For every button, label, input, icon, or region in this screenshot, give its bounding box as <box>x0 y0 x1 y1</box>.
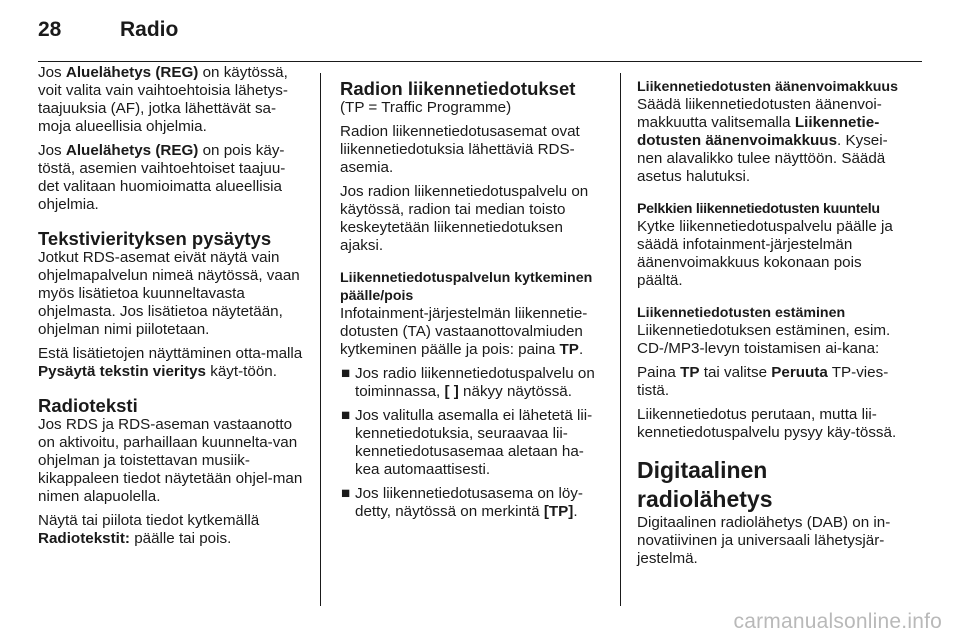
paragraph-ta-volume: Säädä liikennetiedotusten äänenvoi-makkuutta valitsemalla Liikennetie-dotusten äänenvoimakkuus. Kysei-nen alavalikko tulee näyttöön. Säädä asetus halutuksi. <box>637 96 888 185</box>
column-1 <box>38 64 304 554</box>
list-item: ■ Jos radio liikennetiedotuspalvelu on toiminnassa, [ ] näkyy näytössä. <box>341 365 595 400</box>
column-3 <box>637 78 905 574</box>
page-number: 28 <box>38 18 62 41</box>
header-rule <box>38 61 922 62</box>
column-divider-2 <box>620 73 621 606</box>
paragraph-freeze-text: Estä lisätietojen näyttäminen otta-malla Pysäytä tekstin vieritys käyt-töön. <box>38 345 303 380</box>
paragraph-ta-cancel-result: Liikennetiedotus perutaan, mutta lii-kennetiedotuspalvelu pysyy käy-tössä. <box>637 406 897 441</box>
heading-tp-toggle: Liikennetiedotuspalvelun kytkeminen päälle/pois <box>340 270 593 304</box>
heading-ta-block: Liikennetiedotusten estäminen <box>637 305 846 321</box>
heading-dab: Digitaalinen radiolähetys <box>637 457 773 512</box>
paragraph-radio-text-info: Jos RDS ja RDS-aseman vastaanotto on aktivoitu, parhaillaan kuunnelta-van ohjelman ja toistettavan musiik-kikappaleen tiedot näytetään ohjel-man nimen alapuolella. <box>38 416 303 505</box>
paragraph-tp-interrupt: Jos radion liikennetiedotuspalvelu on käytössä, radion tai median toisto keskeytetään liikennetiedotuksen ajaksi. <box>340 183 589 254</box>
paragraph-rds-info: Jotkut RDS-asemat eivät näytä vain ohjelmapalvelun nimeä näytössä, vaan myös lisätietoa kuunneltavasta ohjelmasta. Jos lisätietoa näytetään, ohjelman nimi piilotetaan. <box>38 249 300 338</box>
column-divider-1 <box>320 73 321 606</box>
paragraph-radio-text-toggle: Näytä tai piilota tiedot kytkemällä Radiotekstit: päälle tai pois. <box>38 512 260 547</box>
subtitle-tp: (TP = Traffic Programme) <box>340 99 512 116</box>
paragraph-tp-stations: Radion liikennetiedotusasemat ovat liikennetiedotuksia lähettäviä RDS-asemia. <box>340 123 580 176</box>
heading-text-scroll-freeze: Tekstivierityksen pysäytys <box>38 228 272 249</box>
heading-ta-only: Pelkkien liikennetiedotusten kuuntelu <box>637 201 880 217</box>
paragraph-ta-cancel: Paina TP tai valitse Peruuta TP-vies-tistä. <box>637 364 889 399</box>
heading-ta-volume: Liikennetiedotusten äänenvoimakkuus <box>637 79 898 95</box>
heading-radio-text: Radioteksti <box>38 395 138 416</box>
paragraph-tp-toggle: Infotainment-järjestelmän liikennetie-dotusten (TA) vastaanottovalmiuden kytkeminen päälle ja pois: paina TP. <box>340 305 588 358</box>
bullet-icon: ■ <box>341 365 351 382</box>
tp-bullet-list <box>340 365 606 521</box>
paragraph-regional-on: Jos Aluelähetys (REG) on käytössä, voit valita vain vaihtoehtoisia lähetys-taajuuksia (AF), jotka lähettävät sa-moja alueellisia ohjelmia. <box>38 64 288 135</box>
watermark-text: carmanualsonline.info <box>733 610 942 633</box>
column-2 <box>340 78 606 527</box>
paragraph-ta-block: Liikennetiedotuksen estäminen, esim. CD-/MP3-levyn toistamisen ai-kana: <box>637 322 891 357</box>
list-item: ■ Jos valitulla asemalla ei lähetetä lii-kennetiedotuksia, seuraavaa lii-kennetiedotusasemaa aletaan ha-kea automaattisesti. <box>341 407 593 478</box>
heading-traffic-programme: Radion liikennetiedotukset <box>340 78 576 99</box>
bullet-icon: ■ <box>341 407 351 424</box>
paragraph-dab: Digitaalinen radiolähetys (DAB) on in-novatiivinen ja universaali lähetysjär-jestelmä. <box>637 514 891 567</box>
bullet-icon: ■ <box>341 485 351 502</box>
paragraph-ta-only: Kytke liikennetiedotuspalvelu päälle ja säädä infotainment-järjestelmän äänenvoimakkuus kokonaan pois päältä. <box>637 218 893 289</box>
section-title: Radio <box>120 18 179 41</box>
list-item: ■ Jos liikennetiedotusasema on löy-detty, näytössä on merkintä [TP]. <box>341 485 583 520</box>
paragraph-regional-off: Jos Aluelähetys (REG) on pois käy-töstä, asemien vaihtoehtoiset taajuu-det valitaan huomioimatta alueellisia ohjelmia. <box>38 142 286 213</box>
